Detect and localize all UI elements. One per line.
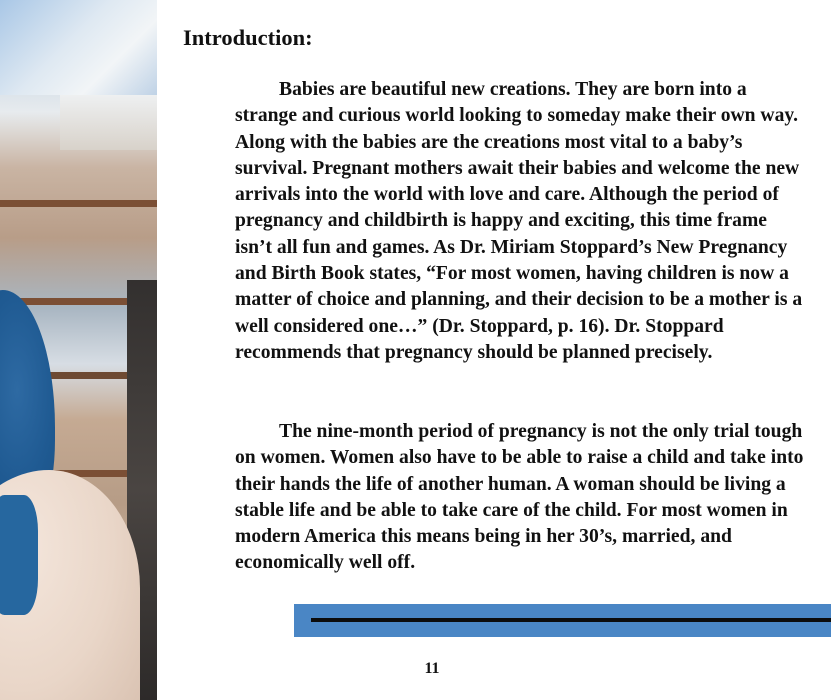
photo-window-region: [0, 0, 157, 95]
photo-shelf: [0, 200, 157, 207]
body-paragraph: The nine-month period of pregnancy is not the only trial tough on women. Women also have to be able to raise a child and take into their hands the life of another human. A woman should be living a stable life and be able to take care of the child. For most women in modern America this means being in her 30’s, married, and economically well off.: [235, 421, 804, 574]
section-heading: Introduction:: [183, 25, 313, 50]
photo-figure-cloth: [0, 495, 38, 615]
footer-rule: [311, 618, 831, 622]
body-paragraph: Babies are beautiful new creations. They are born into a strange and curious world looking to someday make their own way. Along with the babies are the creations most vital to a baby’s survival. Pregnant mothers await their babies and welcome the new arrivals into the world with love and care. Although the period of pregnancy and childbirth is happy and exciting, this time frame isn’t all fun and games. As Dr. Miriam Stoppard’s New Pregnancy and Birth Book states, “For most women, having children is now a matter of choice and planning, and their decision to be a mother is a well considered one…” (Dr. Stoppard, p. 16). Dr. Stoppard recommends that pregnancy should be planned precisely.: [235, 79, 803, 363]
photo-beam-region: [60, 95, 157, 150]
page-number: 11: [424, 660, 440, 677]
side-photo: [0, 0, 157, 700]
